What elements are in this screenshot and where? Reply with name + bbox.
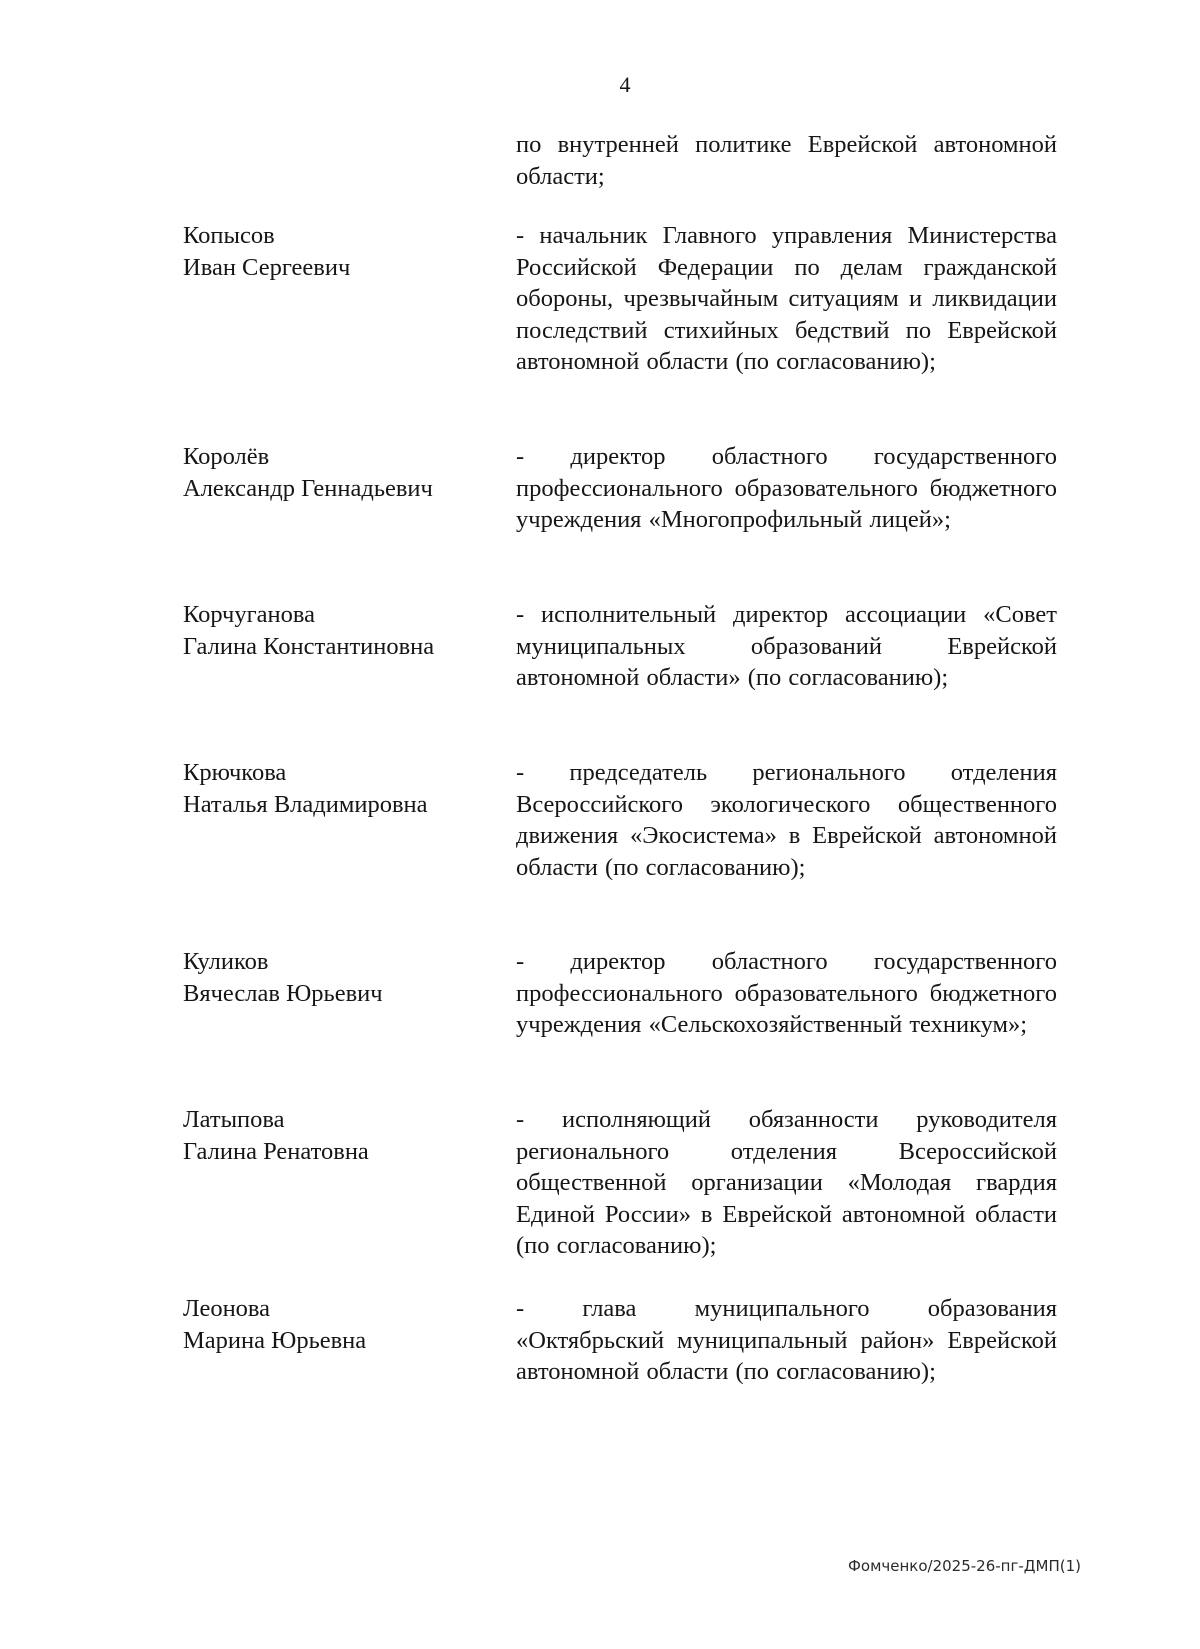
member-given-names: Наталья Владимировна	[183, 790, 428, 818]
member-position	[516, 441, 1057, 536]
member-surname: Королёв	[183, 443, 270, 470]
continuation-text-block	[516, 129, 1057, 192]
member-name	[183, 441, 483, 504]
member-position	[516, 220, 1057, 378]
member-position-text: - исполняющий обязанности руководителя регионального отделения Всероссийской общественной организации «Молодая гвардия Единой России» в Еврейской автономной области (по согласованию);	[516, 1106, 1057, 1259]
member-surname: Леонова	[183, 1295, 271, 1322]
member-position	[516, 599, 1057, 694]
member-position-text: - директор областного государственного профессионального образовательного бюджетного учреждения «Сельскохозяйственный техникум»;	[516, 948, 1057, 1038]
member-given-names: Александр Геннадьевич	[183, 474, 433, 502]
member-given-names: Вячеслав Юрьевич	[183, 979, 383, 1007]
member-surname: Латыпова	[183, 1106, 285, 1133]
member-surname: Крючкова	[183, 759, 287, 786]
member-name	[183, 599, 483, 662]
member-position	[516, 1104, 1057, 1262]
member-surname: Куликов	[183, 948, 269, 975]
member-name	[183, 1293, 483, 1356]
member-name	[183, 946, 483, 1009]
continuation-text: по внутренней политике Еврейской автономной области;	[516, 131, 1057, 190]
document-code: Фомченко/2025-26-пг-ДМП(1)	[848, 1557, 1081, 1575]
member-position-text: - директор областного государственного профессионального образовательного бюджетного учреждения «Многопрофильный лицей»;	[516, 443, 1057, 533]
member-position-text: - председатель регионального отделения Всероссийского экологического общественного движения «Экосистема» в Еврейской автономной области (по согласованию);	[516, 759, 1057, 881]
member-position-text: - глава муниципального образования «Октябрьский муниципальный район» Еврейской автономной области (по согласованию);	[516, 1295, 1057, 1385]
member-surname: Копысов	[183, 222, 275, 249]
member-position-text: - начальник Главного управления Министерства Российской Федерации по делам гражданской обороны, чрезвычайным ситуациям и ликвидации последствий стихийных бедствий по Еврейской автономной области (по согласованию);	[516, 222, 1057, 375]
member-given-names: Иван Сергеевич	[183, 253, 351, 281]
member-surname: Корчуганова	[183, 601, 315, 628]
member-name	[183, 220, 483, 283]
page-number: 4	[619, 72, 631, 97]
member-position	[516, 1293, 1057, 1388]
member-given-names: Галина Константиновна	[183, 632, 435, 660]
member-given-names: Марина Юрьевна	[183, 1326, 367, 1354]
member-name	[183, 757, 483, 820]
member-position-text: - исполнительный директор ассоциации «Совет муниципальных образований Еврейской автономной области» (по согласованию);	[516, 601, 1057, 691]
member-position	[516, 757, 1057, 883]
member-given-names: Галина Ренатовна	[183, 1137, 369, 1165]
member-position	[516, 946, 1057, 1041]
member-name	[183, 1104, 483, 1167]
